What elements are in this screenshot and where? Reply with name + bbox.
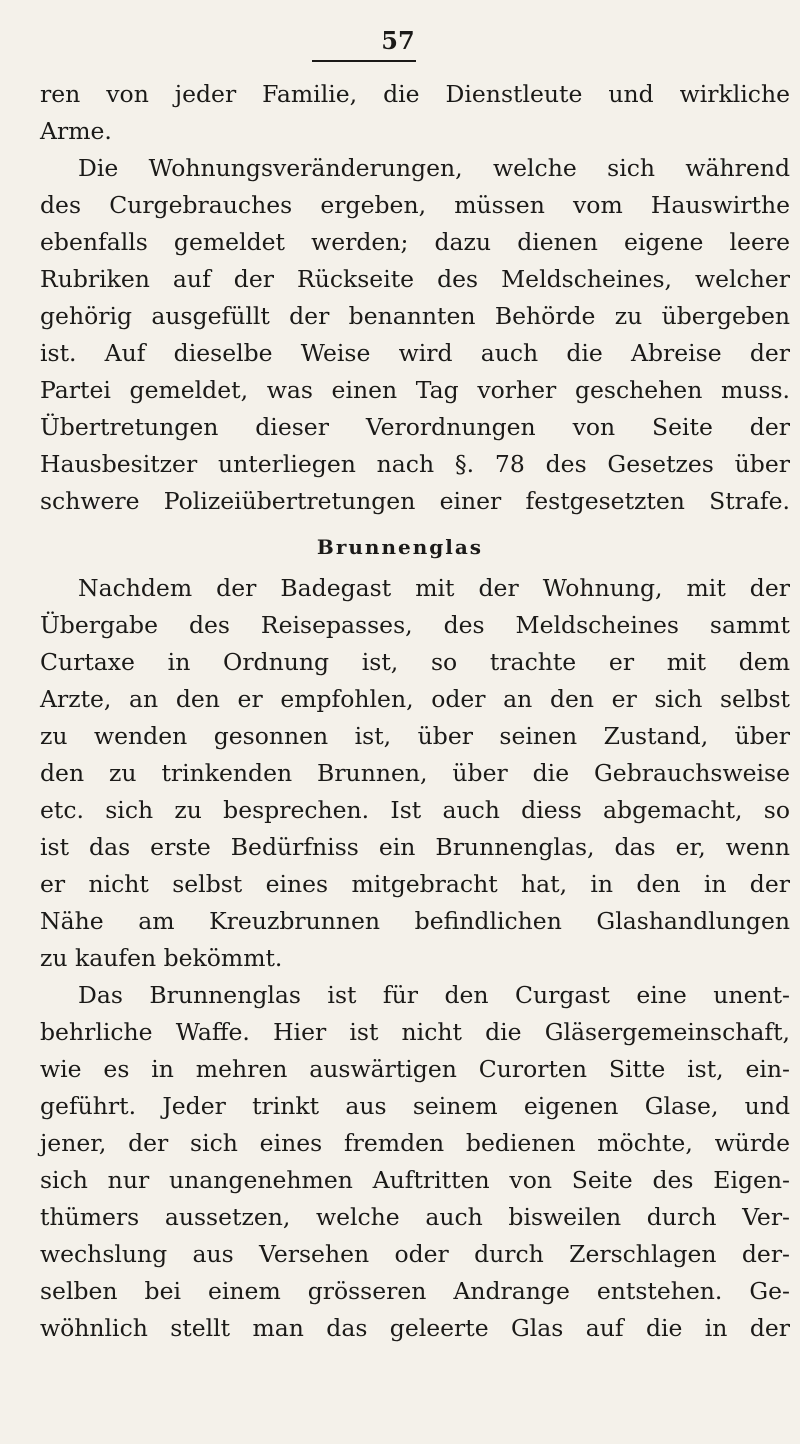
text-line: ist das erste Bedürfniss ein Brunnenglas, das er, wenn	[40, 833, 790, 861]
text-line: zu wenden gesonnen ist, über seinen Zustand, über	[40, 722, 790, 750]
text-line: geführt. Jeder trinkt aus seinem eigenen Glase, und	[40, 1092, 790, 1120]
text-line: Übertretungen dieser Verordnungen von Seite der	[40, 413, 790, 441]
text-line: selben bei einem grösseren Andrange entstehen. Ge-	[40, 1277, 790, 1305]
text-line: Arme.	[40, 117, 112, 145]
text-line: sich nur unangenehmen Auftritten von Seite des Eigen-	[40, 1166, 790, 1194]
text-line: Arzte, an den er empfohlen, oder an den er sich selbst	[40, 685, 790, 713]
text-line: Partei gemeldet, was einen Tag vorher geschehen muss.	[40, 376, 790, 404]
text-line: thümers aussetzen, welche auch bisweilen durch Ver-	[40, 1203, 790, 1231]
paragraph-block-bottom	[40, 570, 790, 1347]
paragraph-block-top	[40, 76, 790, 520]
text-line: Übergabe des Reisepasses, des Meldscheines sammt	[40, 611, 790, 639]
text-line: wie es in mehren auswärtigen Curorten Sitte ist, ein-	[40, 1055, 790, 1083]
text-line: er nicht selbst eines mitgebracht hat, in den in der	[40, 870, 790, 898]
text-line: gehörig ausgefüllt der benannten Behörde zu übergeben	[40, 302, 790, 330]
text-line: Nachdem der Badegast mit der Wohnung, mit der	[78, 574, 790, 602]
section-heading: Brunnenglas	[316, 535, 484, 559]
text-line: wöhnlich stellt man das geleerte Glas auf die in der	[40, 1314, 790, 1342]
text-line: ebenfalls gemeldet werden; dazu dienen eigene leere	[40, 228, 790, 256]
text-line: Nähe am Kreuzbrunnen befindlichen Glashandlungen	[40, 907, 790, 935]
text-line: schwere Polizeiübertretungen einer festgesetzten Strafe.	[40, 487, 790, 515]
text-line: ist. Auf dieselbe Weise wird auch die Abreise der	[40, 339, 790, 367]
page-number-rule	[312, 60, 416, 62]
text-line: Die Wohnungsveränderungen, welche sich während	[78, 154, 790, 182]
text-line: Das Brunnenglas ist für den Curgast eine unent-	[78, 981, 790, 1009]
text-line: etc. sich zu besprechen. Ist auch diess abgemacht, so	[40, 796, 790, 824]
text-line: Curtaxe in Ordnung ist, so trachte er mit dem	[40, 648, 790, 676]
text-line: jener, der sich eines fremden bedienen möchte, würde	[40, 1129, 790, 1157]
text-line: behrliche Waffe. Hier ist nicht die Gläsergemeinschaft,	[40, 1018, 790, 1046]
text-line: Hausbesitzer unterliegen nach §. 78 des Gesetzes über	[40, 450, 790, 478]
page-number: 57	[381, 26, 415, 55]
text-line: Rubriken auf der Rückseite des Meldscheines, welcher	[40, 265, 790, 293]
text-line: ren von jeder Familie, die Dienstleute und wirkliche	[40, 80, 790, 108]
text-line: wechslung aus Versehen oder durch Zerschlagen der-	[40, 1240, 790, 1268]
text-line: zu kaufen bekömmt.	[40, 944, 283, 972]
text-line: den zu trinkenden Brunnen, über die Gebrauchsweise	[40, 759, 790, 787]
text-line: des Curgebrauches ergeben, müssen vom Hauswirthe	[40, 191, 790, 219]
